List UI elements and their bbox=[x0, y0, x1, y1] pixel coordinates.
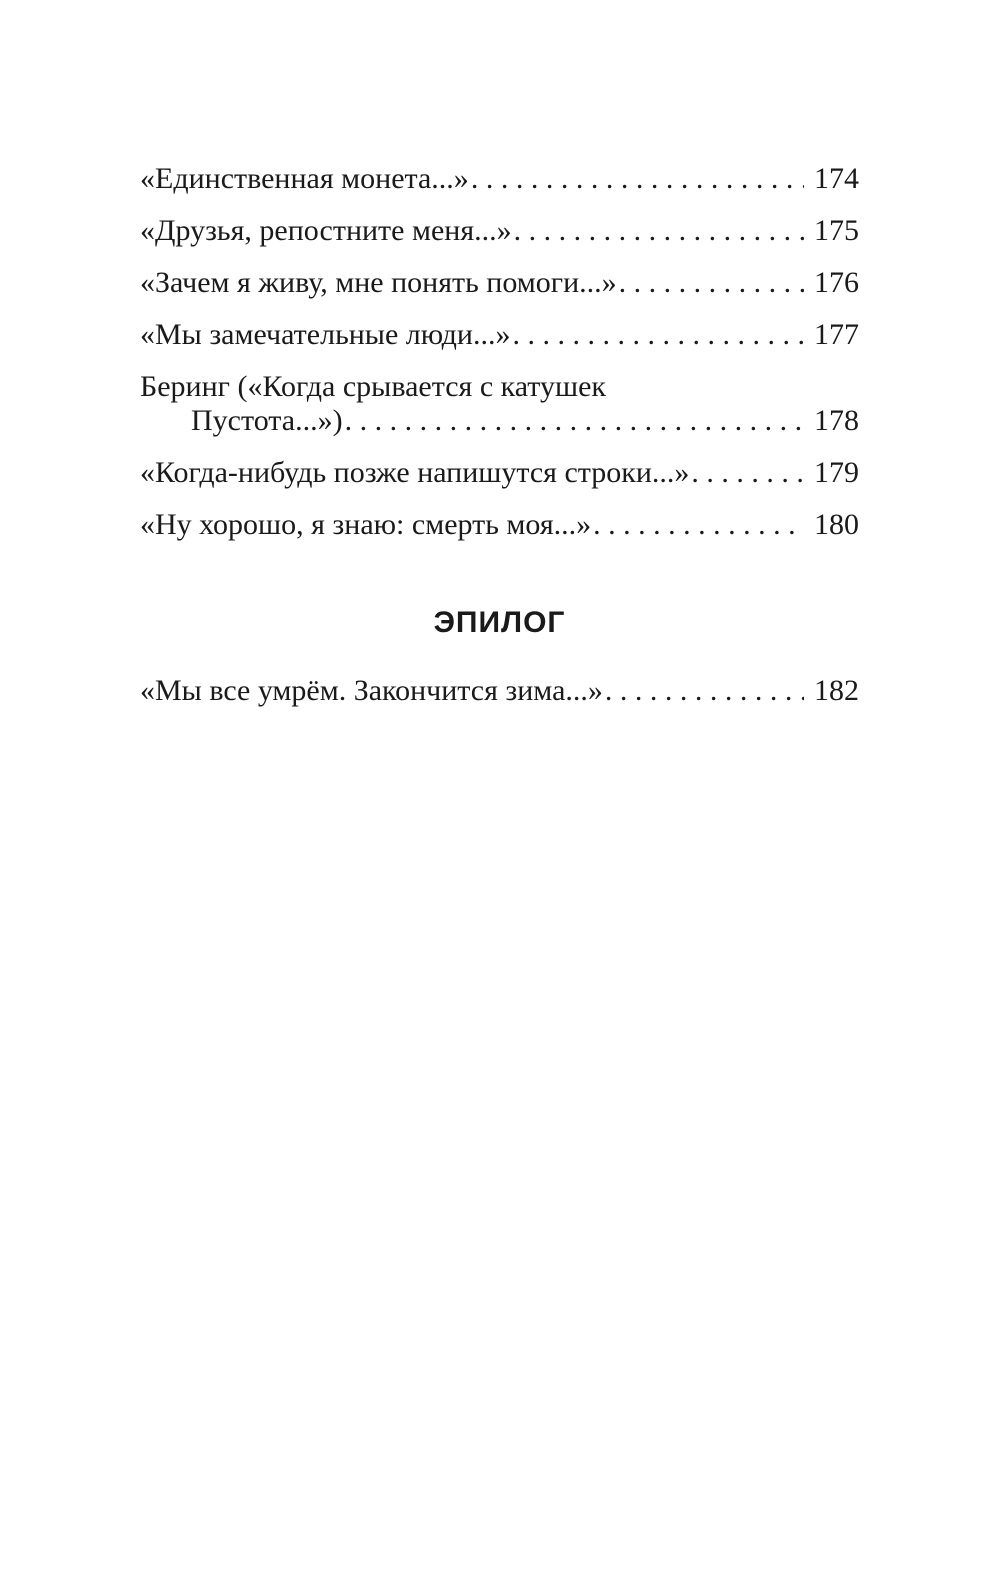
dot-leader bbox=[471, 162, 804, 196]
toc-entry-title: «Мы замечательные люди...» bbox=[140, 318, 511, 351]
toc-entry-page: 179 bbox=[814, 456, 859, 489]
toc-entry-row bbox=[140, 456, 859, 490]
toc-entry bbox=[140, 266, 859, 300]
toc-entry-title: «Единственная монета...» bbox=[140, 162, 469, 195]
toc-entry-row bbox=[140, 162, 859, 196]
toc-entry-page: 175 bbox=[814, 214, 859, 247]
epilogue-section bbox=[140, 674, 859, 726]
toc-entry-title-line1: Беринг («Когда срывается с катушек bbox=[140, 370, 606, 403]
toc-entry-row bbox=[140, 674, 859, 708]
toc-entry-title: «Мы все умрём. Закончится зима...» bbox=[140, 674, 603, 707]
toc-entry-row bbox=[140, 214, 859, 248]
toc-entry bbox=[140, 162, 859, 196]
dot-leader bbox=[345, 404, 804, 438]
toc-entry-page: 177 bbox=[814, 318, 859, 351]
toc-entry bbox=[140, 674, 859, 708]
toc-entry bbox=[140, 318, 859, 352]
toc-entry-row bbox=[140, 318, 859, 352]
dot-leader bbox=[514, 214, 804, 248]
toc-entry-row bbox=[140, 266, 859, 300]
toc-entry-page: 182 bbox=[814, 674, 859, 707]
table-of-contents bbox=[140, 162, 859, 560]
toc-entry-title: «Зачем я живу, мне понять помоги...» bbox=[140, 266, 617, 299]
toc-entry bbox=[140, 214, 859, 248]
toc-entry-page: 178 bbox=[814, 404, 859, 437]
toc-entry bbox=[140, 508, 859, 542]
toc-entry-row bbox=[140, 404, 859, 438]
toc-entry-page: 180 bbox=[814, 508, 859, 541]
dot-leader bbox=[593, 508, 804, 542]
toc-entry-title: «Друзья, репостните меня...» bbox=[140, 214, 512, 247]
dot-leader bbox=[512, 318, 804, 352]
toc-entry bbox=[140, 456, 859, 490]
toc-entry-multiline bbox=[140, 370, 859, 438]
toc-entry-page: 174 bbox=[814, 162, 859, 195]
toc-entry-title: «Ну хорошо, я знаю: смерть моя...» bbox=[140, 508, 592, 541]
dot-leader bbox=[605, 674, 804, 708]
toc-entry-page: 176 bbox=[814, 266, 859, 299]
toc-entry-title-line2: Пустота...») bbox=[191, 404, 343, 437]
toc-entry-title: «Когда-нибудь позже напишутся строки...» bbox=[140, 456, 690, 489]
toc-entry-row bbox=[140, 508, 859, 542]
section-heading-epilogue: ЭПИЛОГ bbox=[433, 606, 566, 639]
dot-leader bbox=[691, 456, 804, 490]
dot-leader bbox=[619, 266, 804, 300]
